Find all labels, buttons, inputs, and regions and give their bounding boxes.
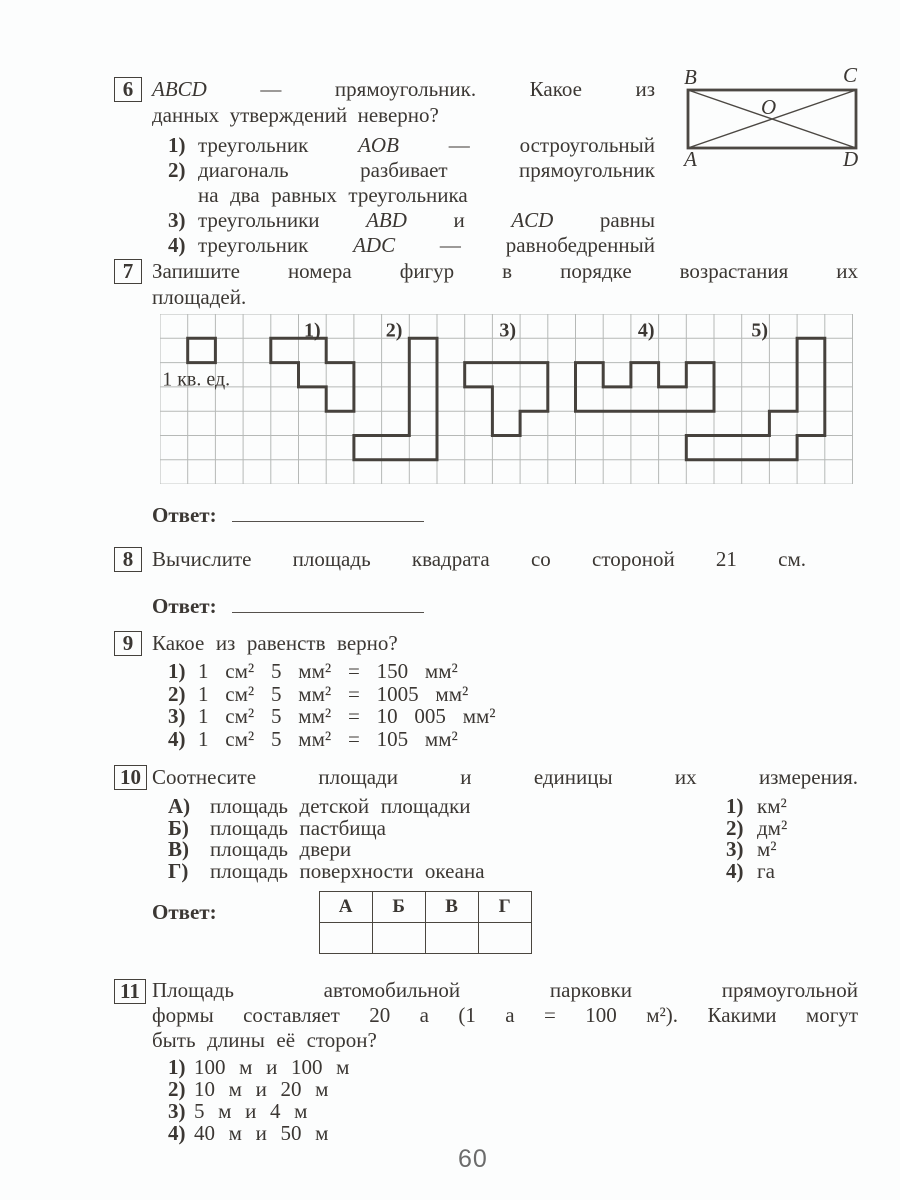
answer-table-cell-g[interactable] — [478, 923, 531, 954]
option-1-number: 1) — [168, 659, 186, 683]
match-row-g: Г) площадь поверхности океана 4) га — [168, 858, 775, 883]
option-3 — [168, 705, 874, 728]
option-2-equation: 1 см² 5 мм² = 1005 мм² — [198, 681, 469, 706]
option-3-number: 3) — [168, 704, 186, 728]
answer-label: Ответ: — [152, 900, 217, 925]
figure-outline — [271, 338, 354, 411]
option-1-text: 100 м и 100 м — [194, 1055, 350, 1079]
option-3 — [168, 1100, 874, 1122]
problem-11-number: 11 — [114, 979, 146, 1004]
figure-label: 2) — [385, 319, 403, 342]
abcd-label: ABCD — [152, 77, 207, 101]
option-1-equation: 1 см² 5 мм² = 150 мм² — [198, 659, 458, 683]
vertex-label-c: C — [843, 63, 858, 87]
grid-svg — [160, 314, 853, 484]
option-4-text: 40 м и 50 м — [194, 1121, 329, 1145]
unit-square-label: 1 кв. ед. — [162, 368, 231, 391]
answer-table — [319, 891, 532, 954]
option-2-number: 2) — [168, 1077, 186, 1101]
problem-7-number: 7 — [114, 259, 142, 284]
answer-table-header-a: А — [319, 892, 372, 923]
answer-table-cell-a[interactable] — [319, 923, 372, 954]
problem-7-answer — [152, 502, 424, 528]
match-row-b: Б) площадь пастбища 2) дм² — [168, 815, 788, 840]
problem-10-title: Соотнесите площади и единицы их измерения. — [152, 765, 858, 789]
answer-blank[interactable] — [232, 503, 424, 522]
option-2-text-line-2: на два равных треугольника — [198, 183, 468, 207]
problem-8-answer — [152, 593, 874, 619]
problem-10 — [114, 764, 874, 954]
figure-outline — [686, 338, 825, 460]
option-3-text: 5 м и 4 м — [194, 1099, 308, 1123]
option-4-text: треугольник ADC — равнобедренный — [198, 233, 656, 257]
option-4 — [168, 1122, 874, 1144]
problem-9 — [114, 630, 874, 750]
option-1-number: 1) — [168, 1055, 186, 1079]
problem-9-title: Какое из равенств верно? — [152, 631, 398, 655]
problem-7-statement-line-2: площадей. — [152, 285, 247, 309]
vertex-label-a: A — [684, 147, 697, 170]
option-2-continued — [168, 183, 655, 208]
answer-table-header-v: В — [425, 892, 478, 923]
unit-4: 4) га — [726, 858, 775, 883]
option-4-number: 4) — [168, 1121, 186, 1145]
figure-label: 5) — [751, 319, 769, 342]
option-4-number: 4) — [168, 726, 186, 751]
answer-blank[interactable] — [232, 594, 424, 613]
answer-table-header-b: Б — [372, 892, 425, 923]
problem-10-number: 10 — [114, 765, 147, 790]
problem-10-answer — [152, 891, 874, 954]
option-2-number: 2) — [168, 681, 186, 706]
option-4 — [168, 233, 655, 258]
answer-table-cell-v[interactable] — [425, 923, 478, 954]
option-2-number: 2) — [168, 158, 186, 182]
option-3-number: 3) — [168, 1099, 186, 1123]
option-3-text: треугольники ABD и ACD равны — [198, 208, 655, 232]
problem-7-statement-line-1: Запишите номера фигур в порядке возрастания их — [152, 259, 858, 283]
figures-grid — [160, 314, 853, 490]
figure-outline — [354, 338, 437, 460]
option-3 — [168, 208, 655, 233]
option-4-equation: 1 см² 5 мм² = 105 мм² — [198, 726, 458, 751]
option-1 — [168, 660, 874, 683]
problem-8 — [114, 546, 874, 619]
option-1-number: 1) — [168, 133, 186, 157]
option-1-text: треугольник AOB — остроугольный — [198, 133, 656, 157]
option-4 — [168, 728, 874, 751]
problem-8-statement: Вычислите площадь квадрата со стороной 21 см. — [152, 547, 806, 571]
option-2 — [168, 1078, 874, 1100]
unit-2: 2) дм² — [726, 815, 788, 840]
match-row-a: А) площадь детской площадки 1) км² — [168, 794, 787, 818]
option-3-equation: 1 см² 5 мм² = 10 005 мм² — [198, 704, 496, 728]
problem-8-number: 8 — [114, 547, 142, 572]
option-2-text-line-1: диагональ разбивает прямоугольник — [198, 158, 655, 182]
matching-list — [168, 796, 874, 882]
option-4-number: 4) — [168, 233, 186, 257]
problem-6-statement-line-1: ABCD — прямоугольник. Какое из — [152, 77, 655, 101]
option-2 — [168, 683, 874, 706]
problem-7 — [114, 258, 874, 548]
vertex-label-b: B — [684, 65, 697, 89]
figure-label: 3) — [499, 319, 516, 342]
figure-outline — [465, 363, 548, 436]
problem-11 — [114, 978, 874, 1144]
problem-9-options — [168, 660, 874, 750]
figure-outline — [188, 338, 216, 362]
option-2-text: 10 м и 20 м — [194, 1077, 329, 1101]
problem-9-number: 9 — [114, 631, 142, 656]
answer-label: Ответ: — [152, 503, 217, 527]
option-2 — [168, 158, 655, 183]
option-1 — [168, 133, 655, 158]
problem-6-statement-line-2: данных утверждений неверно? — [152, 103, 439, 127]
figure-label: 1) — [304, 319, 321, 342]
vertex-label-d: D — [843, 147, 859, 170]
answer-label: Ответ: — [152, 594, 217, 618]
rectangle-diagram — [683, 58, 869, 176]
page-number: 60 — [458, 1145, 488, 1173]
problem-6-number: 6 — [114, 77, 142, 102]
option-3-number: 3) — [168, 208, 186, 232]
center-label-o: O — [761, 95, 777, 119]
answer-table-cell-b[interactable] — [372, 923, 425, 954]
rectangle-diagram-svg — [683, 58, 869, 170]
unit-1: 1) км² — [726, 794, 787, 818]
match-row-v: В) площадь двери 3) м² — [168, 837, 777, 862]
problem-11-statement-line-2: формы составляет 20 а (1 а = 100 м²). Какими могут — [152, 1003, 858, 1027]
problem-11-statement-line-1: Площадь автомобильной парковки прямоугольной — [152, 978, 858, 1002]
problem-11-options — [168, 1056, 874, 1144]
unit-3: 3) м² — [726, 837, 777, 862]
answer-table-header-g: Г — [478, 892, 531, 923]
figure-label: 4) — [637, 319, 655, 342]
problem-6 — [114, 63, 874, 258]
option-1 — [168, 1056, 874, 1078]
problem-11-statement-line-3: быть длины её сторон? — [152, 1028, 377, 1052]
